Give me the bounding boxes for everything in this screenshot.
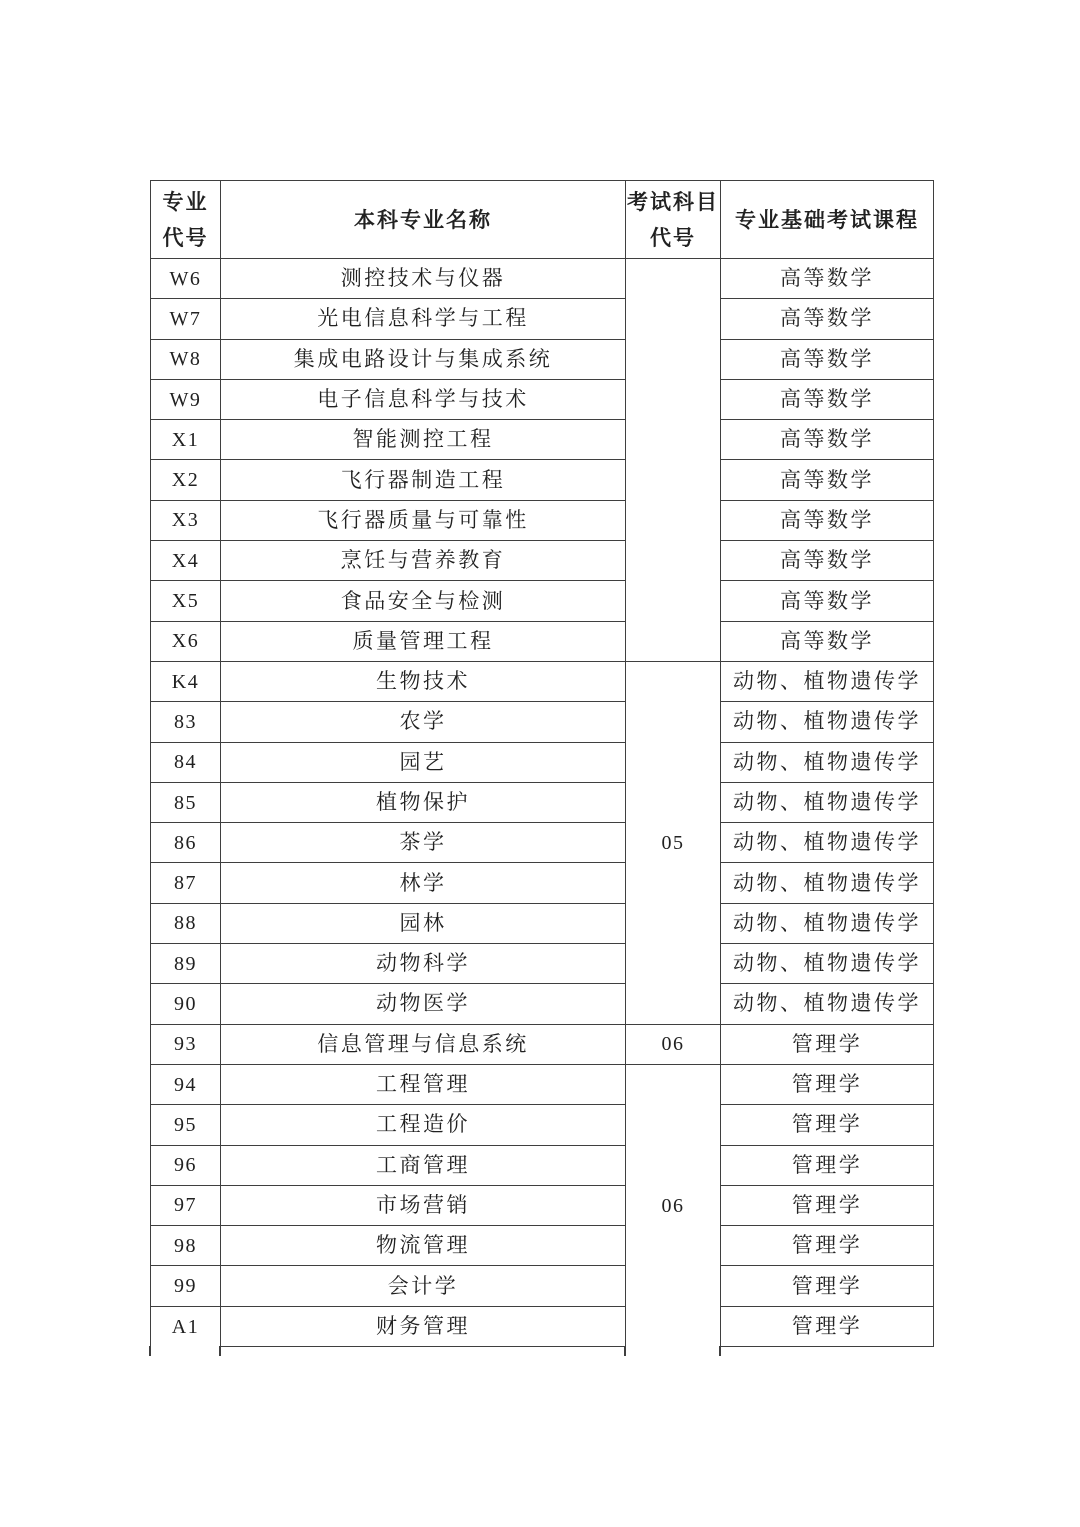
- exam-course-cell: 高等数学: [721, 299, 934, 339]
- exam-course-cell: 管理学: [721, 1266, 934, 1306]
- major-name-cell: 植物保护: [221, 782, 626, 822]
- major-name-cell: 生物技术: [221, 661, 626, 701]
- table-row: [151, 1064, 934, 1104]
- exam-subject-code-cell: [626, 259, 721, 662]
- major-name-cell: 电子信息科学与技术: [221, 379, 626, 419]
- header-basic-exam-course: [721, 181, 934, 259]
- exam-course-cell: 高等数学: [721, 460, 934, 500]
- major-code-cell: W6: [151, 259, 221, 299]
- table-row: [151, 299, 934, 339]
- major-code-cell: X4: [151, 541, 221, 581]
- major-name-cell: 工程造价: [221, 1105, 626, 1145]
- table-row: [151, 259, 934, 299]
- major-code-cell: 98: [151, 1226, 221, 1266]
- table-edge-tick: [719, 1346, 721, 1356]
- table-row: [151, 1145, 934, 1185]
- major-code-cell: 90: [151, 984, 221, 1024]
- exam-course-cell: 动物、植物遗传学: [721, 944, 934, 984]
- exam-course-cell: 高等数学: [721, 541, 934, 581]
- table-body: [151, 259, 934, 1347]
- major-code-cell: 85: [151, 782, 221, 822]
- major-code-cell: 94: [151, 1064, 221, 1104]
- major-name-cell: 财务管理: [221, 1306, 626, 1346]
- major-name-cell: 园林: [221, 903, 626, 943]
- major-name-cell: 市场营销: [221, 1185, 626, 1225]
- major-name-cell: 智能测控工程: [221, 420, 626, 460]
- major-code-cell: 86: [151, 823, 221, 863]
- exam-subject-code-cell: 06: [626, 1064, 721, 1346]
- table-row: [151, 1185, 934, 1225]
- majors-exam-table: [150, 180, 934, 1347]
- major-code-cell: 95: [151, 1105, 221, 1145]
- major-name-cell: 工程管理: [221, 1064, 626, 1104]
- table-row: [151, 1306, 934, 1346]
- table-row: [151, 863, 934, 903]
- exam-course-cell: 高等数学: [721, 379, 934, 419]
- major-name-cell: 食品安全与检测: [221, 581, 626, 621]
- major-name-cell: 工商管理: [221, 1145, 626, 1185]
- major-name-cell: 园艺: [221, 742, 626, 782]
- major-code-cell: 99: [151, 1266, 221, 1306]
- major-name-cell: 集成电路设计与集成系统: [221, 339, 626, 379]
- major-code-cell: W7: [151, 299, 221, 339]
- major-name-cell: 会计学: [221, 1266, 626, 1306]
- exam-subject-code-cell: 05: [626, 661, 721, 1024]
- table-edge-tick: [219, 1346, 221, 1356]
- major-code-cell: W9: [151, 379, 221, 419]
- exam-course-cell: 动物、植物遗传学: [721, 661, 934, 701]
- exam-course-cell: 管理学: [721, 1064, 934, 1104]
- header-row: [151, 181, 934, 259]
- major-code-cell: 93: [151, 1024, 221, 1064]
- table-row: [151, 702, 934, 742]
- major-code-cell: 89: [151, 944, 221, 984]
- major-code-cell: 96: [151, 1145, 221, 1185]
- table-row: [151, 661, 934, 701]
- exam-course-cell: 动物、植物遗传学: [721, 782, 934, 822]
- major-code-cell: 83: [151, 702, 221, 742]
- exam-course-cell: 动物、植物遗传学: [721, 984, 934, 1024]
- header-major-name: [221, 181, 626, 259]
- table-row: [151, 782, 934, 822]
- exam-course-cell: 高等数学: [721, 339, 934, 379]
- header-basic-exam-course-line1: 专业基础考试课程: [735, 207, 919, 232]
- table-row: [151, 621, 934, 661]
- exam-course-cell: 高等数学: [721, 420, 934, 460]
- major-name-cell: 物流管理: [221, 1226, 626, 1266]
- exam-course-cell: 高等数学: [721, 500, 934, 540]
- table-row: [151, 500, 934, 540]
- major-code-cell: K4: [151, 661, 221, 701]
- major-name-cell: 农学: [221, 702, 626, 742]
- major-code-cell: X6: [151, 621, 221, 661]
- major-name-cell: 茶学: [221, 823, 626, 863]
- table-row: [151, 339, 934, 379]
- major-name-cell: 林学: [221, 863, 626, 903]
- exam-subject-code-cell: 06: [626, 1024, 721, 1064]
- table-row: [151, 1226, 934, 1266]
- header-major-code: [151, 181, 221, 259]
- exam-course-cell: 管理学: [721, 1105, 934, 1145]
- exam-course-cell: 管理学: [721, 1185, 934, 1225]
- table-row: [151, 420, 934, 460]
- major-name-cell: 动物医学: [221, 984, 626, 1024]
- table-row: [151, 1024, 934, 1064]
- exam-course-cell: 动物、植物遗传学: [721, 742, 934, 782]
- major-name-cell: 信息管理与信息系统: [221, 1024, 626, 1064]
- header-exam-subject-code-line1: 考试科目: [627, 189, 719, 214]
- header-major-code-line1: 专业: [162, 189, 209, 214]
- major-code-cell: 87: [151, 863, 221, 903]
- major-name-cell: 烹饪与营养教育: [221, 541, 626, 581]
- table-row: [151, 903, 934, 943]
- exam-course-cell: 管理学: [721, 1306, 934, 1346]
- exam-course-cell: 动物、植物遗传学: [721, 863, 934, 903]
- exam-course-cell: 管理学: [721, 1024, 934, 1064]
- table-row: [151, 823, 934, 863]
- header-exam-subject-code-line2: 代号: [650, 225, 696, 250]
- major-name-cell: 飞行器质量与可靠性: [221, 500, 626, 540]
- table-row: [151, 944, 934, 984]
- major-code-cell: A1: [151, 1306, 221, 1346]
- header-exam-subject-code: [626, 181, 721, 259]
- major-name-cell: 飞行器制造工程: [221, 460, 626, 500]
- major-code-cell: W8: [151, 339, 221, 379]
- table-row: [151, 541, 934, 581]
- table-row: [151, 1266, 934, 1306]
- exam-course-cell: 管理学: [721, 1226, 934, 1266]
- exam-course-cell: 动物、植物遗传学: [721, 903, 934, 943]
- exam-course-cell: 动物、植物遗传学: [721, 702, 934, 742]
- major-code-cell: X3: [151, 500, 221, 540]
- header-major-name-line1: 本科专业名称: [354, 207, 492, 232]
- exam-course-cell: 动物、植物遗传学: [721, 823, 934, 863]
- table-edge-tick: [149, 1346, 151, 1356]
- major-name-cell: 动物科学: [221, 944, 626, 984]
- major-name-cell: 光电信息科学与工程: [221, 299, 626, 339]
- major-name-cell: 测控技术与仪器: [221, 259, 626, 299]
- major-code-cell: X1: [151, 420, 221, 460]
- table-edge-tick: [624, 1346, 626, 1356]
- major-name-cell: 质量管理工程: [221, 621, 626, 661]
- exam-course-cell: 高等数学: [721, 621, 934, 661]
- table-row: [151, 460, 934, 500]
- exam-course-cell: 高等数学: [721, 259, 934, 299]
- major-code-cell: X2: [151, 460, 221, 500]
- table-row: [151, 379, 934, 419]
- major-code-cell: 84: [151, 742, 221, 782]
- table-row: [151, 742, 934, 782]
- header-major-code-line2: 代号: [162, 225, 209, 250]
- major-code-cell: 88: [151, 903, 221, 943]
- exam-course-cell: 管理学: [721, 1145, 934, 1185]
- table-header: [151, 181, 934, 259]
- major-code-cell: X5: [151, 581, 221, 621]
- table-row: [151, 1105, 934, 1145]
- table-row: [151, 984, 934, 1024]
- exam-course-cell: 高等数学: [721, 581, 934, 621]
- major-code-cell: 97: [151, 1185, 221, 1225]
- table-row: [151, 581, 934, 621]
